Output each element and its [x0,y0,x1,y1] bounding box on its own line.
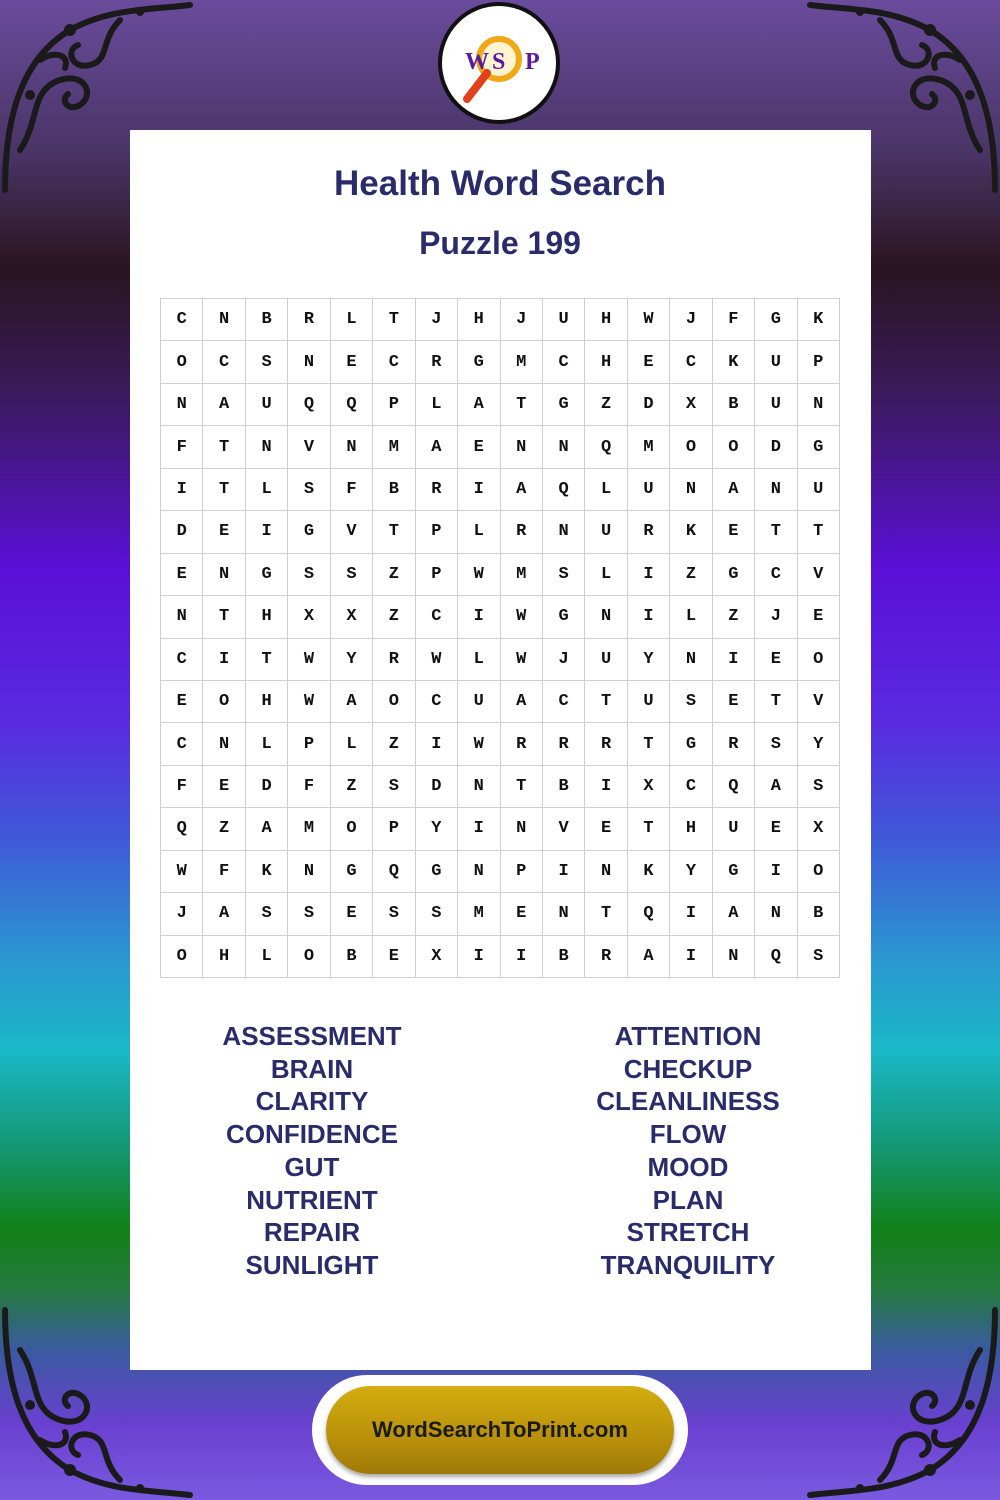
grid-cell[interactable]: R [373,639,415,681]
grid-cell[interactable]: F [203,851,245,893]
grid-cell[interactable]: R [501,723,543,765]
grid-cell[interactable]: B [373,469,415,511]
grid-cell[interactable]: B [543,936,585,978]
grid-cell[interactable]: W [161,851,203,893]
grid-cell[interactable]: U [713,808,755,850]
grid-cell[interactable]: S [416,893,458,935]
grid-cell[interactable]: O [203,681,245,723]
grid-cell[interactable]: S [543,554,585,596]
grid-cell[interactable]: S [798,936,840,978]
grid-cell[interactable]: B [246,299,288,341]
grid-cell[interactable]: W [501,639,543,681]
grid-cell[interactable]: G [798,426,840,468]
grid-cell[interactable]: C [373,341,415,383]
grid-cell[interactable]: U [798,469,840,511]
word-list-item: CLARITY [255,1086,369,1117]
grid-cell[interactable]: V [288,426,330,468]
grid-cell[interactable]: R [713,723,755,765]
grid-cell[interactable]: F [161,426,203,468]
grid-cell[interactable]: A [713,469,755,511]
grid-cell[interactable]: E [755,808,797,850]
grid-cell[interactable]: R [543,723,585,765]
grid-cell[interactable]: Z [713,596,755,638]
word-list-item: FLOW [649,1119,727,1150]
grid-cell[interactable]: C [670,766,712,808]
grid-cell[interactable]: Z [585,384,627,426]
grid-cell[interactable]: M [373,426,415,468]
grid-cell[interactable]: T [373,511,415,553]
grid-cell[interactable]: U [628,469,670,511]
grid-cell[interactable]: R [288,299,330,341]
grid-cell[interactable]: E [331,341,373,383]
grid-cell[interactable]: F [288,766,330,808]
grid-cell[interactable]: B [713,384,755,426]
grid-cell[interactable]: J [161,893,203,935]
grid-cell[interactable]: N [331,426,373,468]
grid-cell[interactable]: N [203,554,245,596]
wsp-logo[interactable] [438,2,560,124]
grid-cell[interactable]: N [755,469,797,511]
word-list-item: NUTRIENT [246,1184,378,1215]
grid-cell[interactable]: N [798,384,840,426]
grid-cell[interactable]: P [416,511,458,553]
grid-cell[interactable]: H [670,808,712,850]
grid-cell[interactable]: H [246,596,288,638]
grid-cell[interactable]: C [161,723,203,765]
grid-cell[interactable]: B [543,766,585,808]
grid-cell[interactable]: M [501,341,543,383]
grid-cell[interactable]: E [458,426,500,468]
word-list-item: ASSESSMENT [222,1021,402,1051]
grid-cell[interactable]: N [246,426,288,468]
grid-cell[interactable]: Z [331,766,373,808]
grid-cell[interactable]: E [755,639,797,681]
grid-cell[interactable]: Q [713,766,755,808]
grid-cell[interactable]: G [458,341,500,383]
grid-cell[interactable]: W [458,554,500,596]
grid-cell[interactable]: P [798,341,840,383]
grid-cell[interactable]: W [458,723,500,765]
footer-badge [312,1375,688,1485]
grid-cell[interactable]: C [755,554,797,596]
grid-cell[interactable]: B [798,893,840,935]
grid-cell[interactable]: Q [288,384,330,426]
grid-cell[interactable]: O [798,639,840,681]
grid-cell[interactable]: H [203,936,245,978]
grid-cell[interactable]: I [501,936,543,978]
grid-cell[interactable]: N [458,766,500,808]
grid-cell[interactable]: T [798,511,840,553]
grid-cell[interactable]: L [458,511,500,553]
grid-cell[interactable]: X [416,936,458,978]
grid-cell[interactable]: O [373,681,415,723]
grid-cell[interactable]: A [203,384,245,426]
grid-cell[interactable]: A [416,426,458,468]
grid-cell[interactable]: M [628,426,670,468]
grid-cell[interactable]: A [246,808,288,850]
grid-cell[interactable]: W [628,299,670,341]
grid-cell[interactable]: M [288,808,330,850]
grid-cell[interactable]: U [585,639,627,681]
grid-cell[interactable]: P [416,554,458,596]
grid-cell[interactable]: E [161,681,203,723]
grid-cell[interactable]: G [713,554,755,596]
grid-cell[interactable]: N [161,384,203,426]
grid-cell[interactable]: S [246,341,288,383]
grid-cell[interactable]: I [458,469,500,511]
grid-cell[interactable]: C [161,639,203,681]
grid-cell[interactable]: N [288,851,330,893]
grid-cell[interactable]: C [670,341,712,383]
grid-cell[interactable]: N [203,723,245,765]
grid-cell[interactable]: A [628,936,670,978]
grid-cell[interactable]: T [628,808,670,850]
grid-cell[interactable]: W [416,639,458,681]
grid-cell[interactable]: W [288,639,330,681]
grid-cell[interactable]: Y [798,723,840,765]
grid-cell[interactable]: G [416,851,458,893]
grid-cell[interactable]: T [203,596,245,638]
grid-cell[interactable]: D [161,511,203,553]
grid-cell[interactable]: E [628,341,670,383]
word-list-item: REPAIR [263,1217,361,1248]
grid-cell[interactable]: L [416,384,458,426]
grid-cell[interactable]: N [543,426,585,468]
grid-cell[interactable]: S [288,469,330,511]
grid-cell[interactable]: X [798,808,840,850]
grid-cell[interactable]: X [331,596,373,638]
grid-cell[interactable]: S [373,893,415,935]
grid-cell[interactable]: V [331,511,373,553]
grid-cell[interactable]: C [203,341,245,383]
grid-cell[interactable]: J [543,639,585,681]
grid-cell[interactable]: W [288,681,330,723]
grid-cell[interactable]: L [246,469,288,511]
grid-cell[interactable]: A [331,681,373,723]
grid-cell[interactable]: Q [585,426,627,468]
grid-cell[interactable]: I [203,639,245,681]
grid-cell[interactable]: T [501,766,543,808]
grid-cell[interactable]: I [543,851,585,893]
word-list-item: CONFIDENCE [226,1119,398,1150]
grid-cell[interactable]: V [798,681,840,723]
grid-cell[interactable]: Q [543,469,585,511]
grid-cell[interactable]: I [246,511,288,553]
grid-cell[interactable]: P [501,851,543,893]
grid-cell[interactable]: A [755,766,797,808]
grid-cell[interactable]: A [713,893,755,935]
grid-cell[interactable]: N [501,808,543,850]
grid-cell[interactable]: C [416,596,458,638]
grid-cell[interactable]: H [585,299,627,341]
grid-cell[interactable]: L [585,469,627,511]
grid-cell[interactable]: I [755,851,797,893]
grid-cell[interactable]: F [331,469,373,511]
grid-cell[interactable]: L [246,723,288,765]
grid-cell[interactable]: I [458,596,500,638]
grid-cell[interactable]: H [246,681,288,723]
grid-cell[interactable]: J [670,299,712,341]
grid-cell[interactable]: E [585,808,627,850]
grid-cell[interactable]: K [713,341,755,383]
grid-cell[interactable]: M [458,893,500,935]
grid-cell[interactable]: I [161,469,203,511]
word-list-item: SUNLIGHT [245,1249,379,1280]
grid-cell[interactable]: T [373,299,415,341]
grid-cell[interactable]: R [585,936,627,978]
grid-cell[interactable]: G [755,299,797,341]
grid-cell[interactable]: O [288,936,330,978]
grid-cell[interactable]: N [203,299,245,341]
grid-cell[interactable]: K [670,511,712,553]
grid-cell[interactable]: A [501,681,543,723]
grid-cell[interactable]: T [755,511,797,553]
grid-cell[interactable]: U [585,511,627,553]
grid-cell[interactable]: U [755,384,797,426]
word-list-item: MOOD [647,1151,729,1182]
grid-cell[interactable]: G [670,723,712,765]
grid-cell[interactable]: J [416,299,458,341]
grid-cell[interactable]: O [798,851,840,893]
word-list-item: CHECKUP [623,1053,753,1084]
grid-cell[interactable]: N [755,893,797,935]
grid-cell[interactable]: L [246,936,288,978]
grid-cell[interactable]: Z [203,808,245,850]
grid-cell[interactable]: P [373,808,415,850]
grid-cell[interactable]: E [203,766,245,808]
grid-cell[interactable]: G [713,851,755,893]
grid-cell[interactable]: Z [373,554,415,596]
grid-cell[interactable]: T [628,723,670,765]
grid-cell[interactable]: E [713,511,755,553]
grid-cell[interactable]: C [543,681,585,723]
grid-cell[interactable]: K [246,851,288,893]
grid-cell[interactable]: N [161,596,203,638]
grid-cell[interactable]: T [203,469,245,511]
grid-cell[interactable]: N [501,426,543,468]
grid-cell[interactable]: S [288,893,330,935]
grid-cell[interactable]: D [416,766,458,808]
grid-cell[interactable]: O [670,426,712,468]
grid-cell[interactable]: O [161,936,203,978]
grid-cell[interactable]: U [246,384,288,426]
grid-cell[interactable]: X [670,384,712,426]
word-list-item: CLEANLINESS [596,1086,780,1117]
logo-letter-s: S [492,49,506,75]
grid-cell[interactable]: G [331,851,373,893]
grid-cell[interactable]: T [246,639,288,681]
grid-cell[interactable]: I [458,936,500,978]
grid-cell[interactable]: Z [373,723,415,765]
grid-cell[interactable]: I [628,596,670,638]
grid-cell[interactable]: D [628,384,670,426]
grid-cell[interactable]: I [670,936,712,978]
grid-cell[interactable]: R [585,723,627,765]
grid-cell[interactable]: U [543,299,585,341]
grid-cell[interactable]: Q [331,384,373,426]
grid-cell[interactable]: P [288,723,330,765]
grid-cell[interactable]: G [288,511,330,553]
grid-cell[interactable]: S [755,723,797,765]
page-title: Health Word Search [334,164,666,203]
grid-cell[interactable]: L [331,299,373,341]
grid-cell[interactable]: Q [373,851,415,893]
grid-cell[interactable]: E [501,893,543,935]
grid-cell[interactable]: J [755,596,797,638]
grid-cell[interactable]: I [585,766,627,808]
grid-cell[interactable]: N [585,596,627,638]
grid-cell[interactable]: S [670,681,712,723]
word-list-item: BRAIN [270,1053,354,1084]
word-list-item: TRANQUILITY [600,1249,776,1280]
grid-cell[interactable]: R [416,469,458,511]
grid-cell[interactable]: U [628,681,670,723]
grid-cell[interactable]: P [373,384,415,426]
grid-cell[interactable]: Q [755,936,797,978]
grid-cell[interactable]: H [585,341,627,383]
grid-cell[interactable]: R [501,511,543,553]
grid-cell[interactable]: G [543,596,585,638]
grid-cell[interactable]: G [246,554,288,596]
grid-cell[interactable]: I [416,723,458,765]
grid-cell[interactable]: N [543,893,585,935]
grid-cell[interactable]: R [416,341,458,383]
grid-cell[interactable]: N [288,341,330,383]
grid-cell[interactable]: S [246,893,288,935]
grid-cell[interactable]: J [501,299,543,341]
grid-cell[interactable]: V [798,554,840,596]
grid-cell[interactable]: E [203,511,245,553]
grid-cell[interactable]: E [373,936,415,978]
grid-cell[interactable]: E [161,554,203,596]
grid-cell[interactable]: M [501,554,543,596]
logo-letter-w: W [465,49,489,75]
grid-cell[interactable]: I [628,554,670,596]
grid-cell[interactable]: W [501,596,543,638]
word-list-item: GUT [284,1151,340,1182]
grid-cell[interactable]: I [458,808,500,850]
grid-cell[interactable]: S [331,554,373,596]
grid-cell[interactable]: L [331,723,373,765]
grid-cell[interactable]: F [713,299,755,341]
grid-cell[interactable]: F [161,766,203,808]
grid-cell[interactable]: N [458,851,500,893]
word-list-right [538,1020,838,1282]
puzzle-number: Puzzle 199 [419,225,581,261]
grid-cell[interactable]: T [755,681,797,723]
grid-cell[interactable]: O [331,808,373,850]
grid-cell[interactable]: T [501,384,543,426]
site-link[interactable]: WordSearchToPrint.com [326,1386,674,1474]
grid-cell[interactable]: N [585,851,627,893]
grid-cell[interactable]: A [501,469,543,511]
grid-cell[interactable]: L [585,554,627,596]
grid-cell[interactable]: E [798,596,840,638]
grid-cell[interactable]: A [458,384,500,426]
logo-letter-p: P [525,49,540,75]
grid-cell[interactable]: Q [628,893,670,935]
grid-cell[interactable]: T [585,681,627,723]
grid-cell[interactable]: B [331,936,373,978]
grid-cell[interactable]: S [288,554,330,596]
grid-cell[interactable]: C [416,681,458,723]
grid-cell[interactable]: T [203,426,245,468]
grid-cell[interactable]: Y [670,851,712,893]
grid-cell[interactable]: H [458,299,500,341]
grid-cell[interactable]: N [713,936,755,978]
grid-cell[interactable]: D [246,766,288,808]
grid-cell[interactable]: E [713,681,755,723]
word-list-item: STRETCH [626,1217,750,1248]
grid-cell[interactable]: V [543,808,585,850]
grid-cell[interactable]: S [798,766,840,808]
grid-cell[interactable]: A [203,893,245,935]
grid-cell[interactable]: Z [670,554,712,596]
grid-cell[interactable]: I [713,639,755,681]
grid-cell[interactable]: I [670,893,712,935]
letter-grid [160,298,840,978]
grid-cell[interactable]: L [670,596,712,638]
grid-cell[interactable]: K [628,851,670,893]
grid-cell[interactable]: O [161,341,203,383]
word-list-item: PLAN [652,1184,724,1215]
grid-cell[interactable]: Q [161,808,203,850]
grid-cell[interactable]: K [798,299,840,341]
grid-cell[interactable]: R [628,511,670,553]
grid-cell[interactable]: Y [416,808,458,850]
grid-cell[interactable]: N [670,469,712,511]
grid-cell[interactable]: D [755,426,797,468]
grid-cell[interactable]: Y [331,639,373,681]
grid-cell[interactable]: C [161,299,203,341]
word-list-left [162,1020,462,1282]
grid-cell[interactable]: O [713,426,755,468]
grid-cell[interactable]: N [670,639,712,681]
grid-cell[interactable]: N [543,511,585,553]
magnifier-icon [449,13,549,113]
grid-cell[interactable]: E [331,893,373,935]
word-list-item: ATTENTION [614,1021,762,1051]
grid-cell[interactable]: U [755,341,797,383]
grid-cell[interactable]: S [373,766,415,808]
grid-cell[interactable]: U [458,681,500,723]
grid-cell[interactable]: X [288,596,330,638]
grid-cell[interactable]: Z [373,596,415,638]
grid-cell[interactable]: C [543,341,585,383]
grid-cell[interactable]: G [543,384,585,426]
grid-cell[interactable]: X [628,766,670,808]
grid-cell[interactable]: Y [628,639,670,681]
grid-cell[interactable]: T [585,893,627,935]
grid-cell[interactable]: L [458,639,500,681]
